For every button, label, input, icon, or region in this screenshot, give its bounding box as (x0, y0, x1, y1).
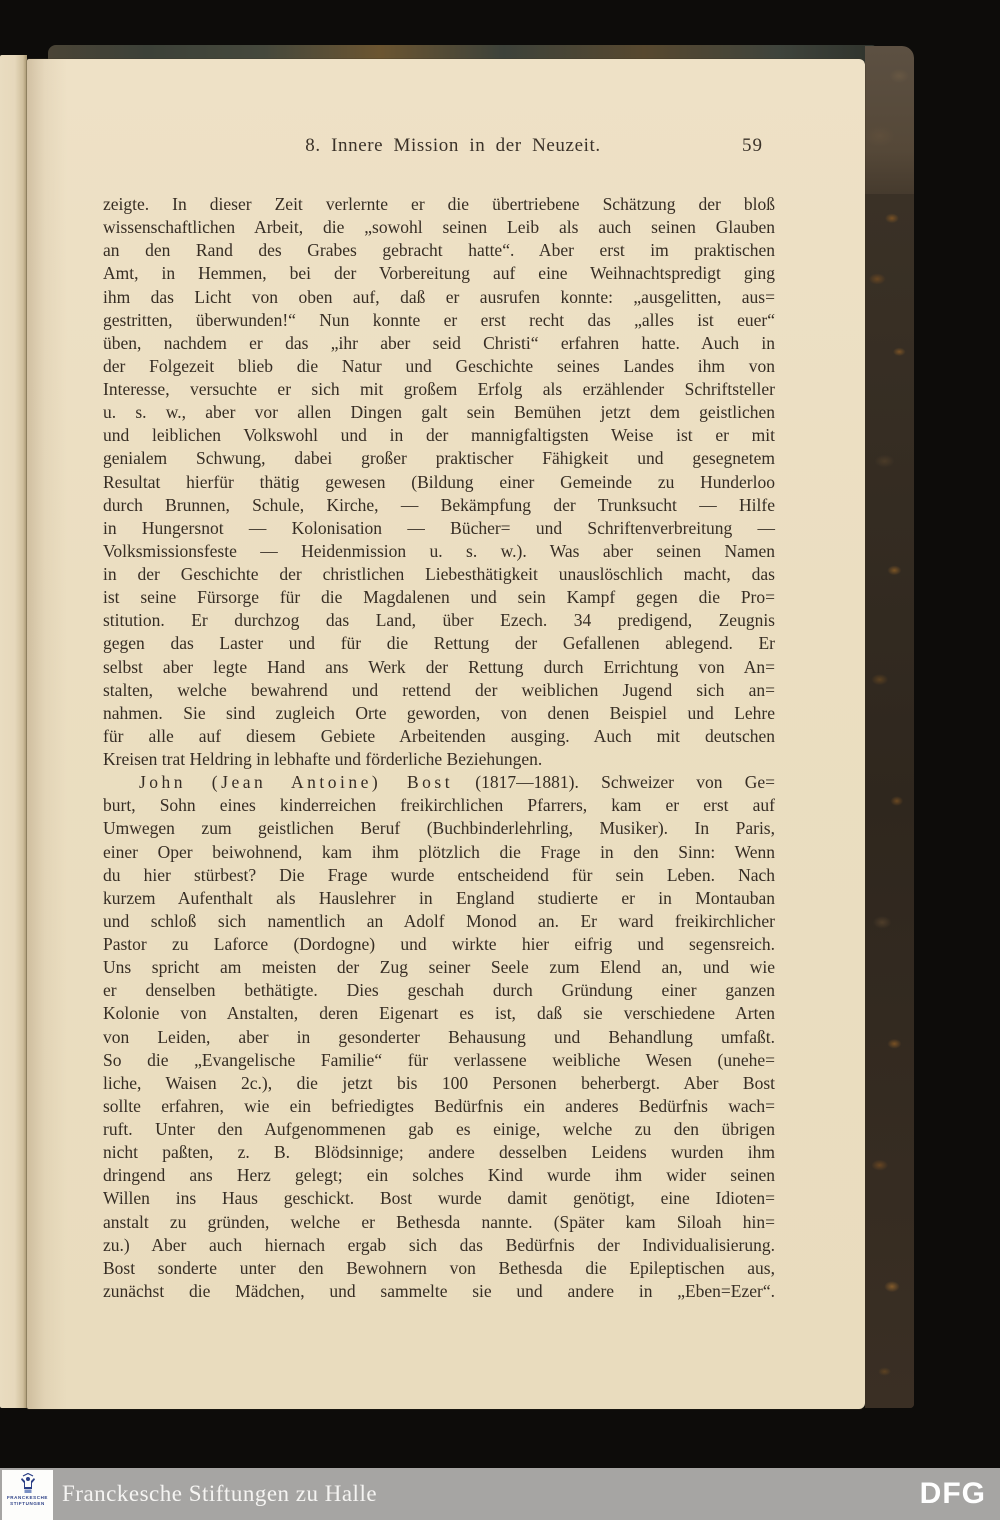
text-line: von Leiden, aber in gesonderter Behausung und Behandlung umfaßt. (103, 1026, 775, 1047)
paragraph-1-last-line: Kreisen trat Heldring in lebhafte und förderliche Beziehungen. (103, 749, 543, 769)
marbled-board-edge (865, 194, 914, 1408)
page-header (103, 135, 775, 157)
text-line: Pastor zu Laforce (Dordogne) und wirkte hier eifrig und segensreich. (103, 934, 775, 954)
institution-name: Franckesche Stiftungen zu Halle (62, 1481, 378, 1506)
text-line: liche, Waisen 2c.), die jetzt bis 100 Personen beherbergt. Aber Bost (103, 1072, 775, 1093)
text-line: der Folgezeit blieb die Natur und Geschichte seines Landes ihm von (103, 355, 775, 376)
book-cover-right-edge (865, 46, 914, 1408)
text-line: üben, nachdem er das „ihr aber seid Christi“ erfahren hatte. Auch in (103, 332, 775, 353)
text-line: und schloß sich namentlich an Adolf Monod an. Er ward freikirchlicher (103, 910, 775, 931)
text-line: nahmen. Sie sind zugleich Orte geworden, von denen Beispiel und Lehre (103, 702, 775, 723)
text-line: er denselben bethätigte. Dies geschah durch Gründung einer ganzen (103, 980, 775, 1001)
text-line: gestritten, überwunden!“ Nun konnte er erst recht das „alles ist euer“ (103, 309, 775, 330)
text-line: Interesse, versuchte er sich mit großem Erfolg als erzählender Schriftsteller (103, 379, 775, 399)
page-number: 59 (742, 135, 763, 156)
francke-statue-icon (19, 1473, 37, 1495)
text-line: für alle auf diesem Gebiete Arbeitenden ausging. Auch mit deutschen (103, 725, 775, 746)
text-line: Resultat hierfür thätig gewesen (Bildung einer Gemeinde zu Hunderloo (103, 471, 775, 492)
text-line: in der Geschichte der christlichen Liebesthätigkeit unauslöschlich macht, das (103, 564, 775, 584)
text-line: wissenschaftlichen Arbeit, die „sowohl seinen Leib als auch seinen Glauben (103, 217, 775, 238)
text-line: zu.) Aber auch hiernach ergab sich das Bedürfnis der Individualisierung. (103, 1234, 775, 1255)
leather-corner (865, 46, 914, 196)
franckesche-stiftungen-logo (2, 1470, 53, 1520)
text-line: dringend ans Herz gelegt; ein solches Kind wurde ihm wider seinen (103, 1165, 775, 1186)
text-line: Willen ins Haus geschickt. Bost wurde damit genötigt, eine Idioten= (103, 1188, 775, 1209)
paragraph-1 (103, 193, 775, 771)
logo-caption-line1: FRANCKESCHE (6, 1495, 49, 1500)
text-line: zunächst die Mädchen, und sammelte sie und andere in „Eben=Ezer“. (103, 1280, 775, 1301)
running-title: 8. Innere Mission in der Neuzeit. (305, 135, 601, 156)
paragraph-2-lines (103, 794, 775, 1303)
text-line: Amt, in Hemmen, bei der Vorbereitung auf eine Weihnachtspredigt ging (103, 263, 775, 284)
text-line: gegen das Laster und für die Rettung der Gefallenen ablegend. Er (103, 633, 775, 654)
text-line: und leiblichen Volkswohl und in der mannigfaltigsten Weise ist er mit (103, 425, 775, 446)
text-line: stitution. Er durchzog das Land, über Ezech. 34 predigend, Zeugnis (103, 610, 775, 631)
text-line: nicht paßten, z. B. Blödsinnige; andere desselben Leidens wurden ihm (103, 1142, 775, 1163)
text-line: selbst aber legte Hand ans Werk der Rettung durch Errichtung von An= (103, 656, 775, 677)
text-line: Volksmissionsfeste — Heidenmission u. s. w.). Was aber seinen Namen (103, 540, 775, 561)
viewer-footer-bar (0, 1468, 1000, 1520)
facing-page-sliver (0, 55, 27, 1408)
text-line: an den Rand des Grabes gebracht hatte“. Aber erst im praktischen (103, 240, 775, 261)
text-line: anstalt zu gründen, welche er Bethesda nannte. (Später kam Siloah hin= (103, 1211, 775, 1232)
paragraph-2-first-line-rest: (1817—1881). Schweizer von Ge= (453, 772, 775, 793)
book-page (27, 59, 865, 1409)
paragraph-2 (103, 771, 775, 1303)
text-line: ist seine Fürsorge für die Magdalenen und sein Kampf gegen die Pro= (103, 587, 775, 608)
text-line: ruft. Unter den Aufgenommenen gab es einige, welche zu den übrigen (103, 1119, 775, 1139)
dfg-logo: DFG (919, 1477, 986, 1510)
text-line: einer Oper beiwohnend, kam ihm plötzlich die Frage in den Sinn: Wenn (103, 841, 775, 862)
text-line: kurzem Aufenthalt als Hauslehrer in England studierte er in Montauban (103, 887, 775, 908)
text-line: Umwegen zum geistlichen Beruf (Buchbinderlehrling, Musiker). In Paris, (103, 818, 775, 839)
text-line: Bost sonderte unter den Bewohnern von Bethesda die Epileptischen aus, (103, 1257, 775, 1278)
text-line: So die „Evangelische Familie“ für verlassene weibliche Wesen (unehe= (103, 1049, 775, 1070)
text-line: burt, Sohn eines kinderreichen freikirchlichen Pfarrers, kam er erst auf (103, 795, 775, 816)
text-line: durch Brunnen, Schule, Kirche, — Bekämpfung der Trunksucht — Hilfe (103, 494, 775, 515)
person-name-spaced: John (Jean Antoine) Bost (139, 772, 454, 793)
text-line: zeigte. In dieser Zeit verlernte er die übertriebene Schätzung der bloß (103, 194, 775, 214)
text-line: in Hungersnot — Kolonisation — Bücher= und Schriftenverbreitung — (103, 517, 775, 538)
paragraph-1-lines (103, 193, 775, 748)
text-line: Uns spricht am meisten der Zug seiner Seele zum Elend an, und wie (103, 957, 775, 978)
text-line: genialem Schwung, dabei großer praktischer Fähigkeit und gesegnetem (103, 448, 775, 469)
text-line: sollte erfahren, wie ein befriedigtes Bedürfnis ein anderes Bedürfnis wach= (103, 1095, 775, 1116)
text-line: u. s. w., aber vor allen Dingen galt sein Bemühen jetzt dem geistlichen (103, 402, 775, 423)
text-line: du hier stürbest? Die Frage wurde entscheidend für sein Leben. Nach (103, 864, 775, 885)
logo-caption-line2: STIFTUNGEN (10, 1500, 45, 1506)
text-line: ihm das Licht von oben auf, daß er ausrufen konnte: „ausgelitten, aus= (103, 286, 775, 307)
text-line: Kolonie von Anstalten, deren Eigenart es ist, daß sie verschiedene Arten (103, 1003, 775, 1024)
page-body-text (103, 193, 775, 1303)
text-line: stalten, welche bewahrend und rettend der weiblichen Jugend sich an= (103, 679, 775, 700)
paragraph-2-first-line (103, 771, 775, 794)
